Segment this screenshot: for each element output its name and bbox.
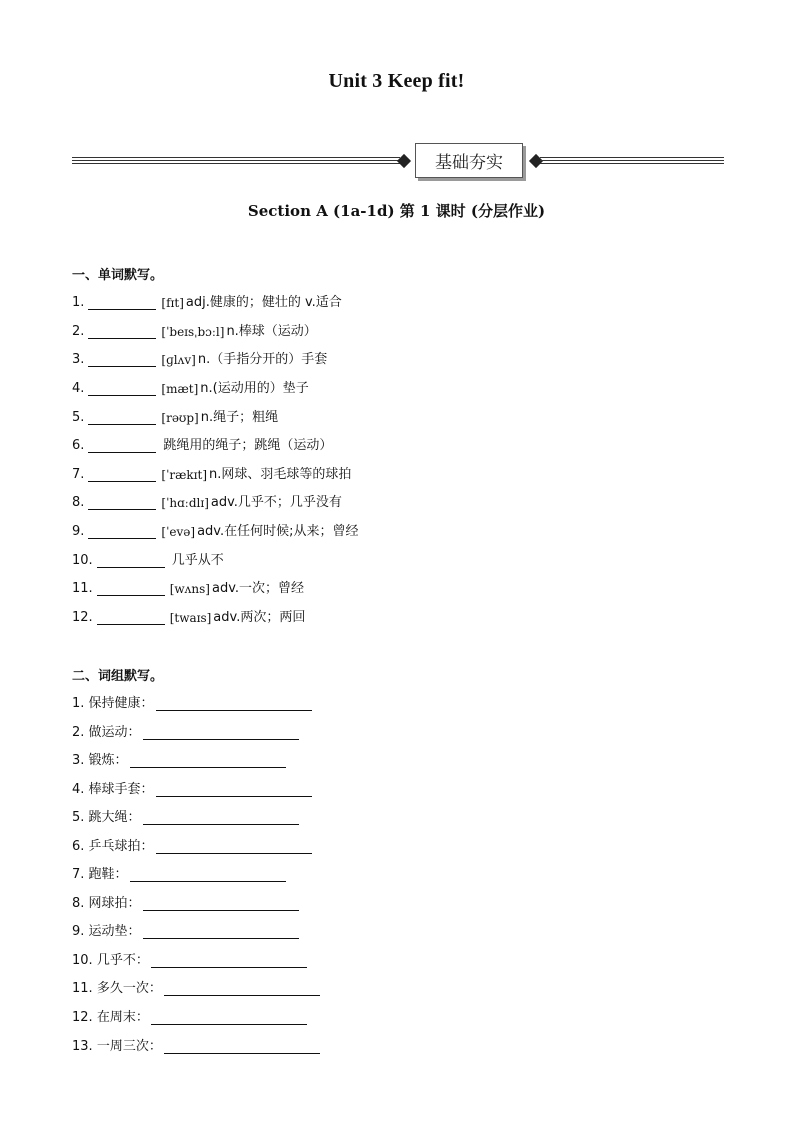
meaning: n.棒球（运动） bbox=[226, 324, 317, 339]
vocab-item[interactable] bbox=[72, 548, 224, 568]
item-number: 11. bbox=[72, 581, 93, 596]
item-number: 9. bbox=[72, 924, 85, 939]
item-number: 3. bbox=[72, 753, 85, 768]
meaning: adv.几乎不；几乎没有 bbox=[210, 495, 342, 510]
answer-blank[interactable] bbox=[88, 467, 156, 482]
vocab-item[interactable] bbox=[72, 605, 305, 625]
answer-blank[interactable] bbox=[164, 1039, 320, 1054]
item-number: 9. bbox=[72, 524, 85, 539]
phrase-prompt: 网球拍： bbox=[88, 896, 141, 911]
answer-blank[interactable] bbox=[88, 381, 156, 396]
vocab-item[interactable] bbox=[72, 347, 327, 367]
phrase-item[interactable] bbox=[72, 891, 299, 911]
phrase-prompt: 跳大绳： bbox=[88, 810, 141, 825]
phrase-prompt: 运动垫： bbox=[88, 924, 141, 939]
phrase-item[interactable] bbox=[72, 691, 312, 711]
answer-blank[interactable] bbox=[88, 524, 156, 539]
meaning: adv.在任何时候;从来；曾经 bbox=[197, 524, 359, 539]
answer-blank[interactable] bbox=[151, 953, 307, 968]
item-number: 11. bbox=[72, 981, 93, 996]
item-number: 4. bbox=[72, 381, 85, 396]
item-number: 5. bbox=[72, 810, 85, 825]
answer-blank[interactable] bbox=[164, 981, 320, 996]
phonetic: [twaɪs] bbox=[169, 611, 212, 625]
phrase-prompt: 一周三次： bbox=[96, 1039, 162, 1054]
answer-blank[interactable] bbox=[130, 867, 286, 882]
vocab-item[interactable] bbox=[72, 405, 278, 425]
vocab-item[interactable] bbox=[72, 319, 317, 339]
phonetic: [ˈrækɪt] bbox=[161, 468, 208, 482]
phonetic: [ˈevə] bbox=[161, 525, 196, 539]
item-number: 10. bbox=[72, 953, 93, 968]
meaning: adv.一次；曾经 bbox=[212, 581, 305, 596]
banner-rule-right bbox=[540, 157, 724, 167]
item-number: 13. bbox=[72, 1039, 93, 1054]
phonetic: [fɪt] bbox=[161, 296, 184, 310]
answer-blank[interactable] bbox=[156, 782, 312, 797]
item-number: 2. bbox=[72, 725, 85, 740]
phrase-item[interactable] bbox=[72, 748, 286, 768]
phonetic: [ˈhɑːdlɪ] bbox=[161, 496, 209, 510]
meaning: 几乎从不 bbox=[171, 553, 224, 568]
answer-blank[interactable] bbox=[88, 295, 156, 310]
item-number: 4. bbox=[72, 782, 85, 797]
phrase-prompt: 在周末： bbox=[96, 1010, 149, 1025]
answer-blank[interactable] bbox=[97, 610, 165, 625]
item-number: 8. bbox=[72, 495, 85, 510]
item-number: 3. bbox=[72, 352, 85, 367]
item-number: 7. bbox=[72, 467, 85, 482]
phrase-prompt: 做运动： bbox=[88, 725, 141, 740]
answer-blank[interactable] bbox=[88, 324, 156, 339]
phrase-prompt: 跑鞋： bbox=[88, 867, 128, 882]
part2-heading: 二、词组默写。 bbox=[72, 669, 164, 684]
phrase-prompt: 保持健康： bbox=[88, 696, 154, 711]
meaning: n.网球、羽毛球等的球拍 bbox=[209, 467, 352, 482]
item-number: 12. bbox=[72, 1010, 93, 1025]
phrase-item[interactable] bbox=[72, 919, 299, 939]
item-number: 5. bbox=[72, 410, 85, 425]
phrase-item[interactable] bbox=[72, 976, 320, 996]
item-number: 7. bbox=[72, 867, 85, 882]
part1-heading: 一、单词默写。 bbox=[72, 268, 164, 283]
vocab-item[interactable] bbox=[72, 490, 342, 510]
vocab-item[interactable] bbox=[72, 376, 309, 396]
vocab-item[interactable] bbox=[72, 519, 358, 539]
phonetic: [mæt] bbox=[161, 382, 199, 396]
answer-blank[interactable] bbox=[143, 810, 299, 825]
meaning: n.绳子；粗绳 bbox=[200, 410, 279, 425]
phonetic: [rəʊp] bbox=[161, 411, 199, 425]
section-title: Section A (1a-1d) 第 1 课时 (分层作业) bbox=[247, 202, 546, 220]
phrase-item[interactable] bbox=[72, 862, 286, 882]
answer-blank[interactable] bbox=[156, 696, 312, 711]
phrase-item[interactable] bbox=[72, 777, 312, 797]
answer-blank[interactable] bbox=[130, 753, 286, 768]
answer-blank[interactable] bbox=[88, 410, 156, 425]
item-number: 1. bbox=[72, 696, 85, 711]
item-number: 12. bbox=[72, 610, 93, 625]
vocab-item[interactable] bbox=[72, 290, 342, 310]
item-number: 6. bbox=[72, 839, 85, 854]
vocab-item[interactable] bbox=[72, 462, 351, 482]
phrase-prompt: 乒乓球拍： bbox=[88, 839, 154, 854]
item-number: 10. bbox=[72, 553, 93, 568]
item-number: 1. bbox=[72, 295, 85, 310]
phrase-item[interactable] bbox=[72, 948, 307, 968]
answer-blank[interactable] bbox=[88, 352, 156, 367]
phrase-prompt: 棒球手套： bbox=[88, 782, 154, 797]
vocab-item[interactable] bbox=[72, 433, 332, 453]
item-number: 6. bbox=[72, 438, 85, 453]
phrase-item[interactable] bbox=[72, 1005, 307, 1025]
answer-blank[interactable] bbox=[88, 495, 156, 510]
meaning: adv.两次；两回 bbox=[213, 610, 306, 625]
meaning: adj.健康的；健壮的 v.适合 bbox=[185, 295, 342, 310]
banner-rule-left bbox=[72, 157, 400, 167]
phrase-prompt: 多久一次： bbox=[96, 981, 162, 996]
phonetic: [ˈbeɪsˌbɔːl] bbox=[161, 325, 225, 339]
meaning: n.（手指分开的）手套 bbox=[197, 352, 328, 367]
phrase-item[interactable] bbox=[72, 805, 299, 825]
answer-blank[interactable] bbox=[143, 896, 299, 911]
item-number: 2. bbox=[72, 324, 85, 339]
vocab-item[interactable] bbox=[72, 576, 304, 596]
phrase-prompt: 几乎不： bbox=[96, 953, 149, 968]
phrase-item[interactable] bbox=[72, 1034, 320, 1054]
answer-blank[interactable] bbox=[97, 553, 165, 568]
phrase-item[interactable] bbox=[72, 834, 312, 854]
banner-label: 基础夯实 bbox=[415, 143, 523, 178]
answer-blank[interactable] bbox=[143, 924, 299, 939]
answer-blank[interactable] bbox=[97, 581, 165, 596]
answer-blank[interactable] bbox=[88, 438, 156, 453]
answer-blank[interactable] bbox=[156, 839, 312, 854]
meaning: 跳绳用的绳子；跳绳（运动） bbox=[163, 438, 333, 453]
phonetic: [wʌns] bbox=[169, 582, 210, 596]
item-number: 8. bbox=[72, 896, 85, 911]
answer-blank[interactable] bbox=[151, 1010, 307, 1025]
section-banner bbox=[72, 143, 724, 183]
phrase-item[interactable] bbox=[72, 720, 299, 740]
page-title: Unit 3 Keep fit! bbox=[328, 70, 465, 92]
phonetic: [ɡlʌv] bbox=[161, 353, 196, 367]
phrase-prompt: 锻炼： bbox=[88, 753, 128, 768]
answer-blank[interactable] bbox=[143, 725, 299, 740]
meaning: n.(运动用的）垫子 bbox=[200, 381, 309, 396]
